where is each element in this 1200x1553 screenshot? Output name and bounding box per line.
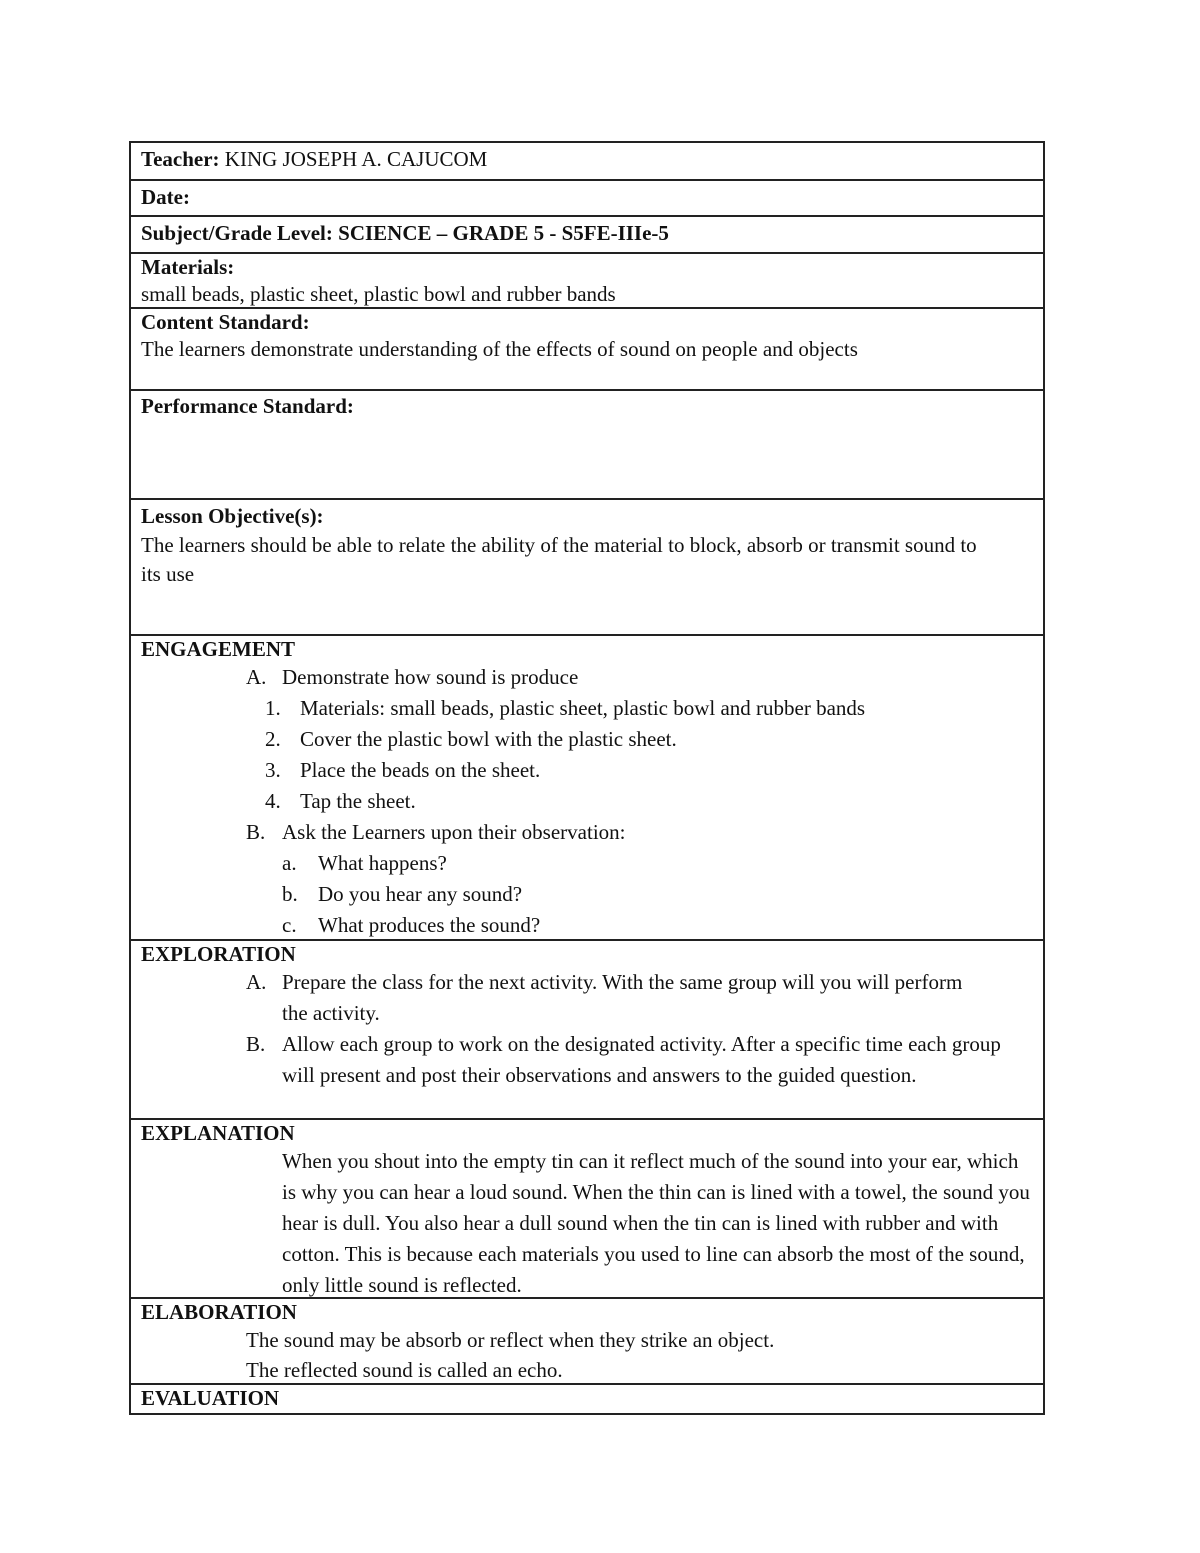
lesson-objective-label: Lesson Objective(s): [141,504,324,528]
engagement-row [131,634,1043,939]
list-marker: B. [246,820,266,844]
teacher-label: Teacher: [141,147,220,171]
explanation-heading: EXPLANATION [141,1121,295,1145]
subject-row [131,215,1043,252]
engagement-step-1 [141,693,1033,724]
content-standard-label: Content Standard: [141,310,310,334]
list-item-text: Prepare the class for the next activity. With the same group will you will perform the activity. [282,970,963,1025]
engagement-question-c [141,910,1033,939]
explanation-text: When you shout into the empty tin can it reflect much of the sound into your ear, which is why you can hear a loud sound. When the thin can is lined with a towel, the sound you hear is dull. You also hear a dull sound when the tin can is lined with rubber and with cotton. This is because each materials you used to line can absorb the most of the sound, only little sound is reflected. [282,1149,1030,1297]
evaluation-heading: EVALUATION [141,1386,280,1410]
question-marker: c. [282,913,297,937]
teacher-value: KING JOSEPH A. CAJUCOM [219,147,488,171]
elaboration-row [131,1297,1043,1383]
step-marker: 1. [265,696,281,720]
elaboration-line-1: The sound may be absorb or reflect when they strike an object. [246,1328,775,1352]
engagement-question-a [141,848,1033,879]
exploration-item-a [141,967,1033,1029]
engagement-item-b [141,817,1033,848]
exploration-item-b [141,1029,1033,1091]
engagement-step-3 [141,755,1033,786]
step-text: Cover the plastic bowl with the plastic sheet. [300,727,677,751]
date-label: Date: [141,185,190,209]
materials-label: Materials: [141,255,235,279]
step-text: Tap the sheet. [300,789,416,813]
step-marker: 3. [265,758,281,782]
exploration-row [131,939,1043,1118]
question-marker: b. [282,882,298,906]
step-marker: 2. [265,727,281,751]
exploration-heading: EXPLORATION [141,942,296,966]
list-item-text: Demonstrate how sound is produce [282,665,579,689]
performance-standard-row [131,389,1043,498]
list-marker: B. [246,1032,266,1056]
question-marker: a. [282,851,297,875]
question-text: What produces the sound? [318,913,541,937]
date-row [131,179,1043,215]
question-text: Do you hear any sound? [318,882,523,906]
evaluation-row [131,1383,1043,1413]
content-standard-row [131,307,1043,389]
subject-value: SCIENCE – GRADE 5 - S5FE-IIIe-5 [332,221,669,245]
engagement-item-a [141,662,1033,693]
materials-row [131,252,1043,307]
explanation-row [131,1118,1043,1297]
list-marker: A. [246,665,267,689]
elaboration-heading: ELABORATION [141,1300,297,1324]
teacher-row [131,143,1043,179]
engagement-step-2 [141,724,1033,755]
question-text: What happens? [318,851,447,875]
performance-standard-label: Performance Standard: [141,394,354,418]
lesson-objective-value: The learners should be able to relate the ability of the material to block, absorb or transmit sound to its use [141,533,977,586]
step-marker: 4. [265,789,281,813]
materials-value: small beads, plastic sheet, plastic bowl and rubber bands [141,282,616,306]
engagement-step-4 [141,786,1033,817]
list-item-text: Allow each group to work on the designated activity. After a specific time each group will present and post their observations and answers to the guided question. [282,1032,1001,1087]
step-text: Place the beads on the sheet. [300,758,541,782]
lesson-objective-row [131,498,1043,634]
content-standard-value: The learners demonstrate understanding of the effects of sound on people and objects [141,337,858,361]
engagement-question-b [141,879,1033,910]
engagement-heading: ENGAGEMENT [141,637,296,661]
list-marker: A. [246,970,267,994]
list-item-text: Ask the Learners upon their observation: [282,820,626,844]
subject-label: Subject/Grade Level: [141,221,333,245]
elaboration-line-2: The reflected sound is called an echo. [246,1358,563,1382]
step-text: Materials: small beads, plastic sheet, plastic bowl and rubber bands [300,696,866,720]
lesson-plan-table [129,141,1045,1415]
